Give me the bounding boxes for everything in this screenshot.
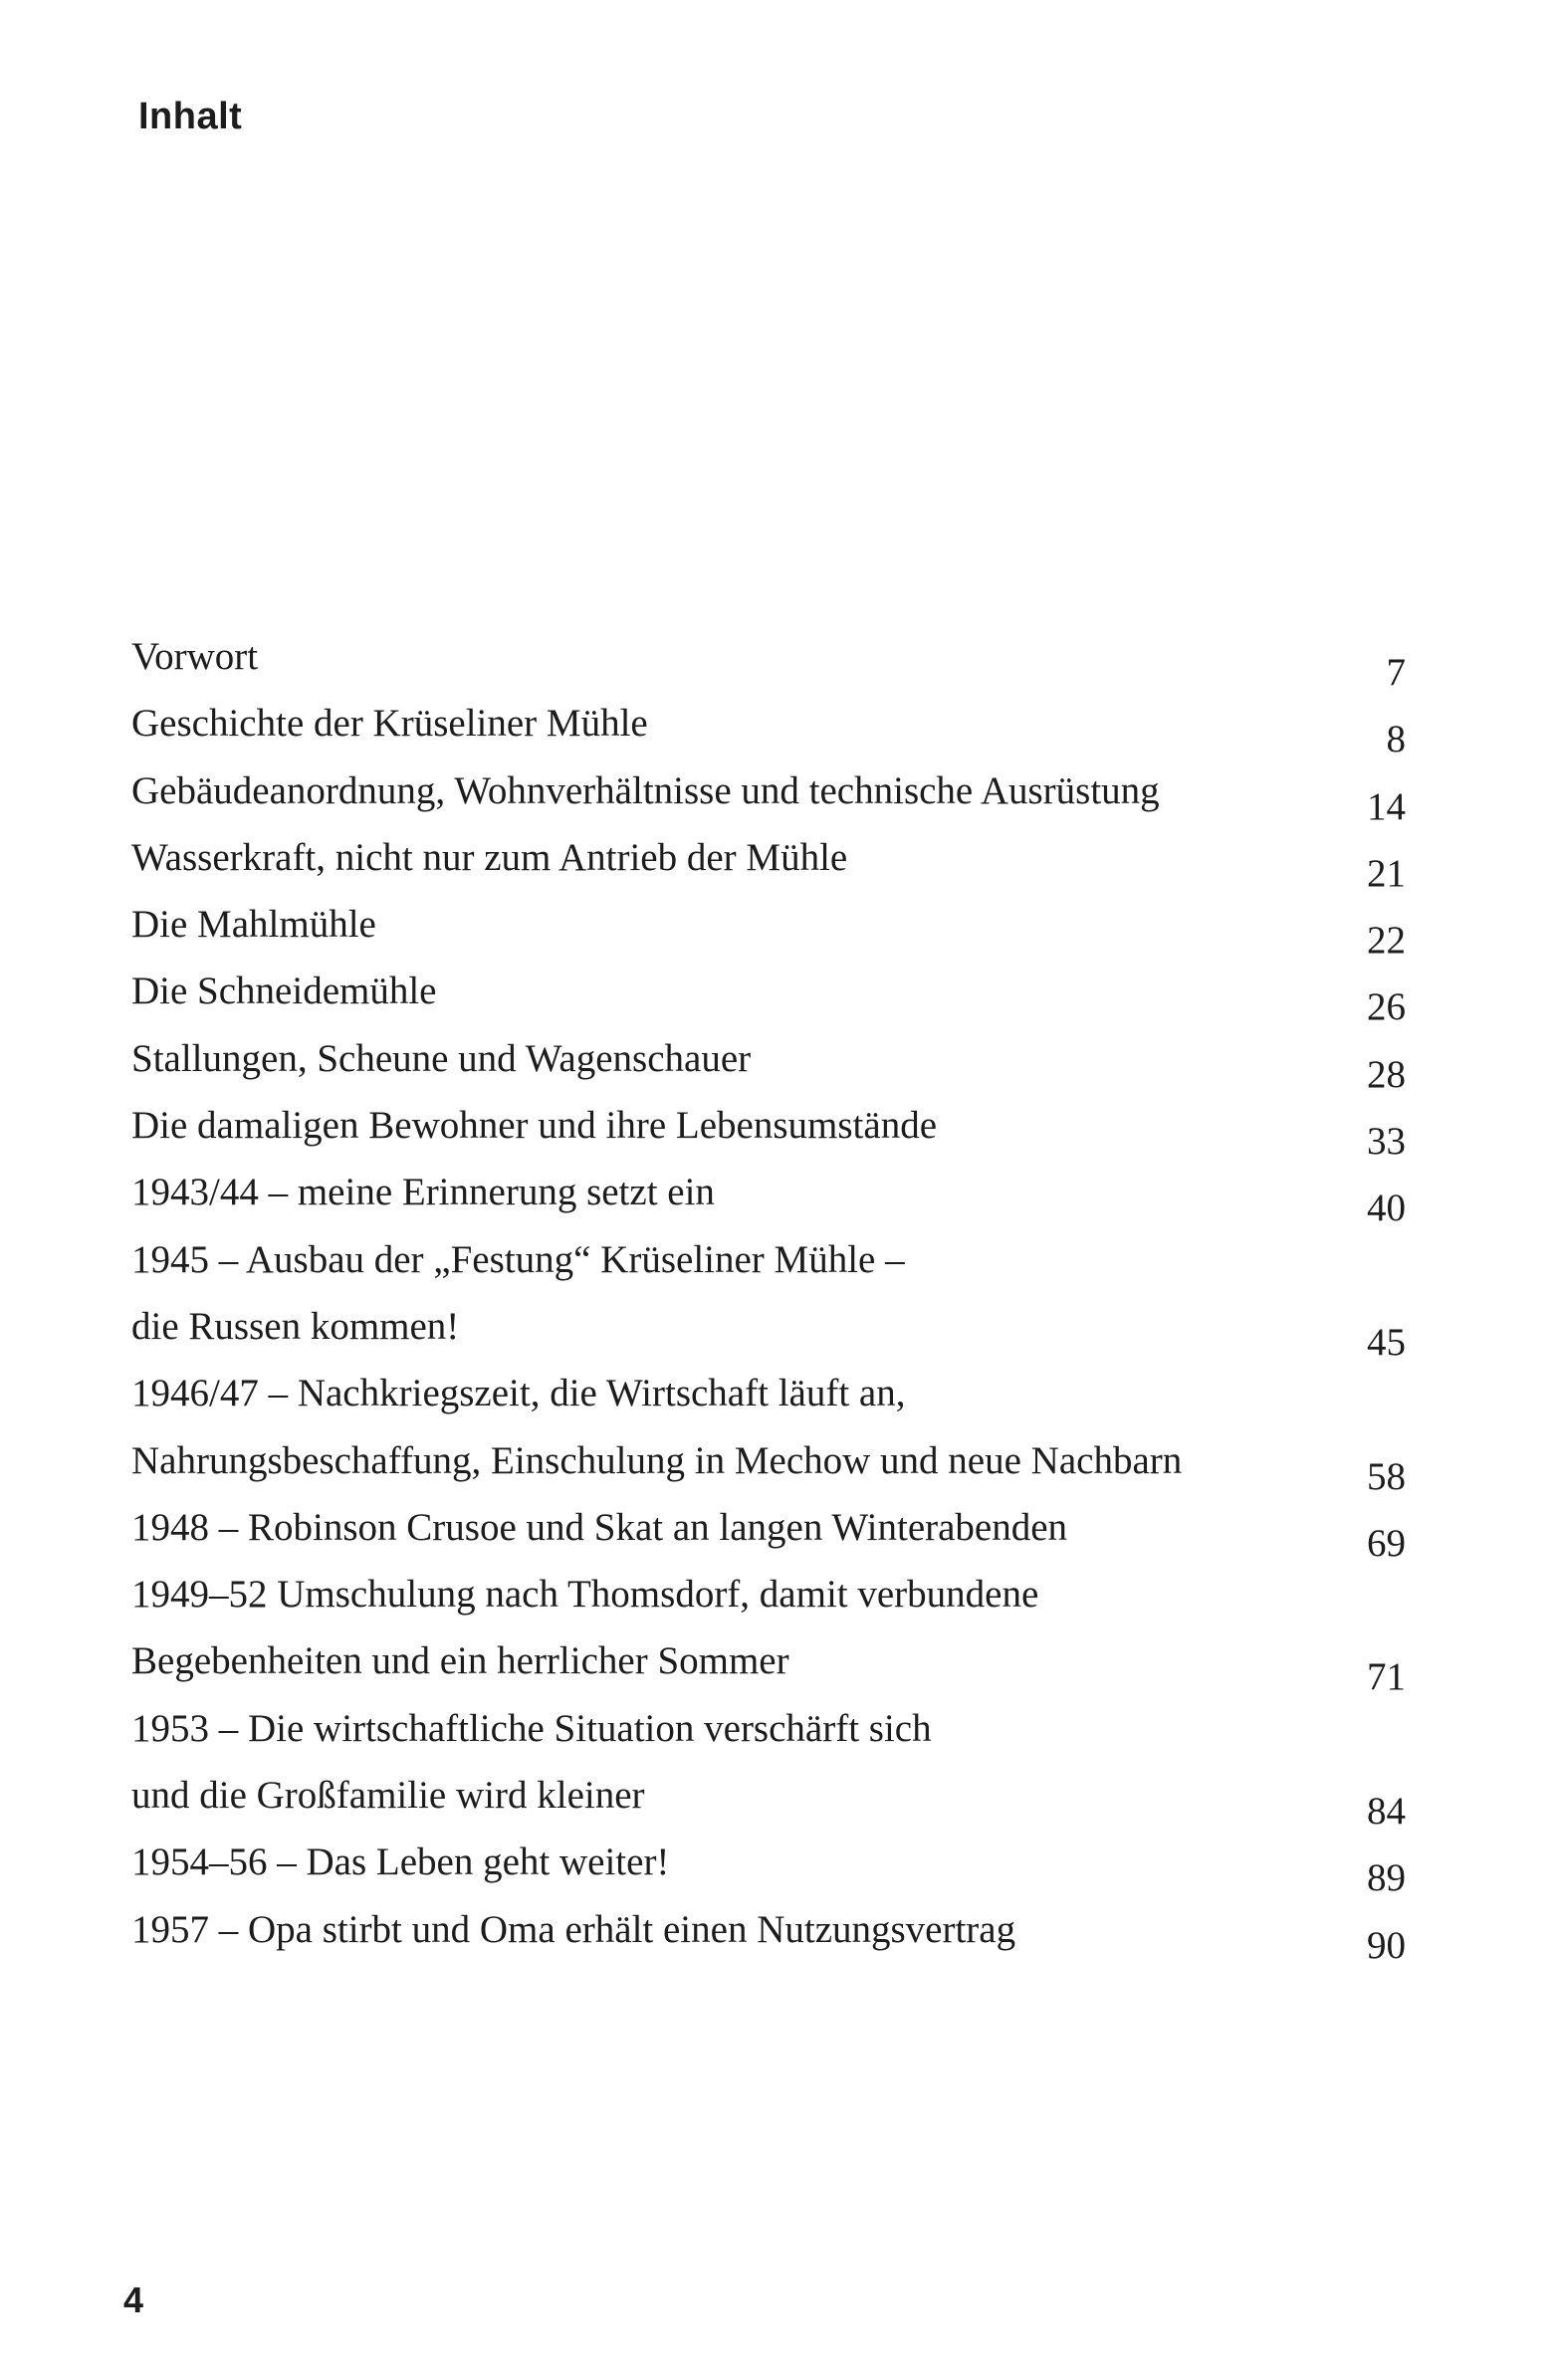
toc-entry-title: Stallungen, Scheune und Wagenschauer <box>131 1036 752 1080</box>
toc-entry-title: Begebenheiten und ein herrlicher Sommer <box>131 1639 789 1683</box>
toc-entry-page: 26 <box>1367 985 1406 1029</box>
toc-entry-title: und die Großfamilie wird kleiner <box>131 1774 645 1818</box>
table-of-contents <box>131 633 1406 1973</box>
toc-entry-page: 33 <box>1367 1120 1406 1164</box>
toc-entry-title: 1957 – Opa stirbt und Oma erhält einen Nutzungsvertrag <box>131 1907 1016 1951</box>
toc-entry-page: 28 <box>1367 1052 1406 1096</box>
toc-entry-page: 84 <box>1367 1790 1406 1834</box>
toc-entry-page: 8 <box>1386 718 1406 761</box>
toc-entry-title: Vorwort <box>131 635 259 678</box>
toc-entry-title: Die Mahlmühle <box>131 903 376 947</box>
toc-entry-title: Die Schneidemühle <box>131 970 437 1013</box>
toc-entry-title: Die damaligen Bewohner und ihre Lebensumstände <box>131 1104 938 1148</box>
toc-entry-title: Gebäudeanordnung, Wohnverhältnisse und technische Ausrüstung <box>131 768 1160 812</box>
toc-entry-title: 1953 – Die wirtschaftliche Situation verschärft sich <box>131 1706 932 1750</box>
toc-entry-title: 1945 – Ausbau der „Festung“ Krüseliner Mühle – <box>131 1237 905 1281</box>
toc-entry-title: 1946/47 – Nachkriegszeit, die Wirtschaft läuft an, <box>131 1372 906 1415</box>
toc-entry-page: 71 <box>1367 1655 1406 1699</box>
toc-entry-page: 90 <box>1367 1923 1406 1967</box>
toc-entry-page: 40 <box>1367 1187 1406 1230</box>
toc-entry-title: 1948 – Robinson Crusoe und Skat an langen Winterabenden <box>131 1505 1068 1549</box>
toc-entry-page: 21 <box>1367 851 1406 895</box>
toc-entry-page: 22 <box>1367 919 1406 963</box>
toc-entry-page: 89 <box>1367 1856 1406 1900</box>
toc-entry-title: 1954–56 – Das Leben geht weiter! <box>131 1840 670 1884</box>
page-title: Inhalt <box>138 96 243 137</box>
toc-entry-title: die Russen kommen! <box>131 1304 460 1348</box>
toc-entry <box>131 1906 1406 1973</box>
toc-entry-page: 7 <box>1386 651 1406 694</box>
toc-entry-title: Nahrungsbeschaffung, Einschulung in Mechow und neue Nachbarn <box>131 1438 1183 1482</box>
page-number: 4 <box>123 2279 144 2320</box>
toc-entry-title: Wasserkraft, nicht nur zum Antrieb der Mühle <box>131 835 848 879</box>
toc-entry-title: 1943/44 – meine Erinnerung setzt ein <box>131 1171 715 1214</box>
toc-entry-title: 1949–52 Umschulung nach Thomsdorf, damit verbundene <box>131 1573 1039 1617</box>
toc-entry-page: 69 <box>1367 1521 1406 1565</box>
toc-entry-title: Geschichte der Krüseliner Mühle <box>131 702 648 746</box>
toc-entry-page: 58 <box>1367 1454 1406 1498</box>
toc-entry-page: 14 <box>1367 784 1406 828</box>
toc-entry-page: 45 <box>1367 1320 1406 1364</box>
